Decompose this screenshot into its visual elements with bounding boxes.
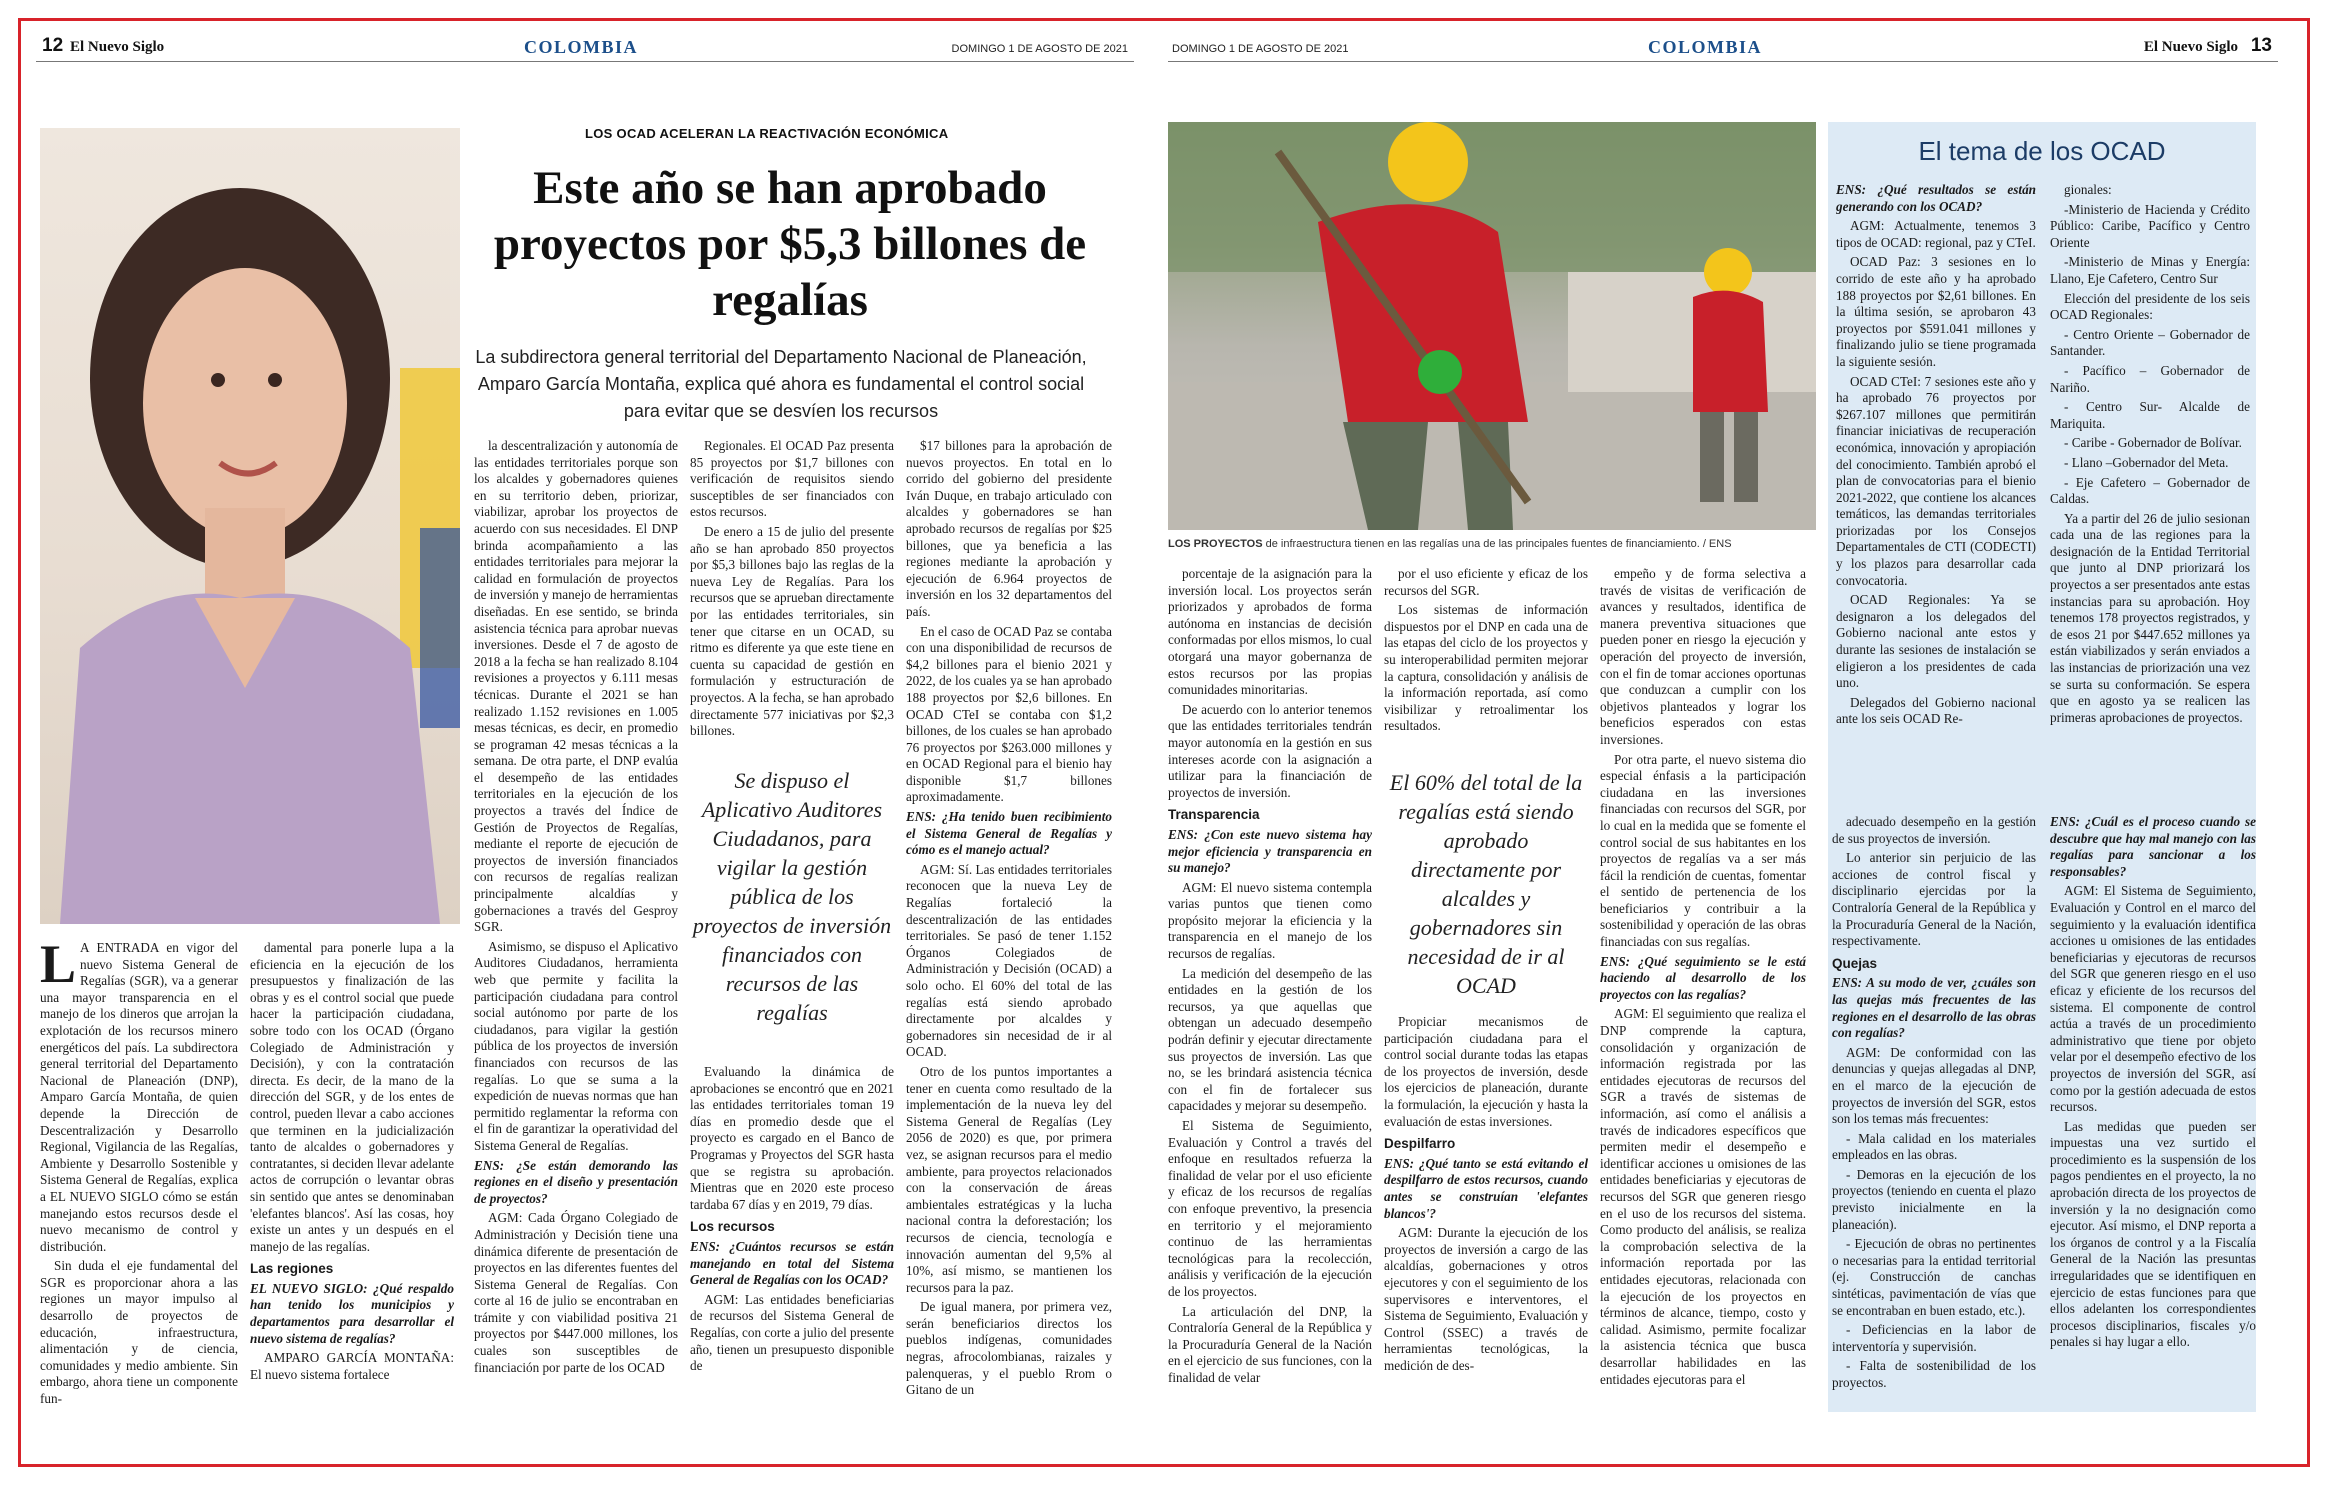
date-line: DOMINGO 1 DE AGOSTO DE 2021 [1172,43,1349,55]
paragraph: gionales: [2064,182,2112,197]
section-name: COLOMBIA [524,37,639,57]
paragraph: AGM: Actualmente, tenemos 3 tipos de OCAD: regional, paz y CTeI. [1836,218,2036,250]
column-r2b [1384,1014,1588,1420]
paragraph: OCAD CTeI: 7 sesiones este año y ha aprobado 76 proyectos por $267.107 millones que permitirán financiar iniciativas de recuperación económica, innovación y apropiación del conocimiento. También aprobó el plan de convocatorias para el bienio 2021-2022, que contiene los alcances temáticos, las demandas territoriales priorizadas por los Consejos Departamentales de CTI (CODECTI) y los plazos para desarrollar cada convocatoria. [1836,373,2036,588]
pull-quote-left: Se dispuso el Aplicativo Auditores Ciudadanos, para vigilar la gestión pública de los proyectos de inversión financiados con recursos de las regalías [692,768,892,1025]
question: ENS: ¿Ha tenido buen recibimiento el Sistema General de Regalías y cómo es el manejo actual? [906,809,1112,858]
deck: La subdirectora general territorial del Departamento Nacional de Planeación, Amparo García Montaña, explica qué ahora es fundamental el control social para evitar que se desvíen los recursos [475,347,1087,421]
paragraph: Elección del presidente de los seis OCAD Regionales: [2050,290,2250,323]
paragraph: -Ministerio de Minas y Energía: Llano, Eje Cafetero, Centro Sur [2050,254,2250,286]
caption-lead: LOS PROYECTOS [1168,538,1263,550]
question: ENS: A su modo de ver, ¿cuáles son las quejas más frecuentes de las regiones en el desarrollo de las obras con regalías? [1832,975,2036,1041]
subheading: Quejas [1832,955,1878,971]
paragraph: AGM: Cada Órgano Colegiado de Administración y Decisión tiene una dinámica diferente de presentación de proyectos en las diferentes fuentes del Sistema General de Regalías. Con corte al 16 de julio se encontraban en trámite y con viabilidad positiva 21 proyectos por $447.000 millones, los cuales son susceptibles de financiación por parte de los OCAD [474,1210,678,1375]
paragraph: AGM: El nuevo sistema contempla varias puntos que tienen como propósito mejorar la eficiencia y la transparencia en el manejo de los recursos de regalías. [1168,879,1372,962]
paragraph: La medición del desempeño de las entidades en la gestión de los recursos, ya que aquellas que obtengan un adecuado desempeño podrán definir y ejecutar directamente sus proyectos de inversión. Las que no, se les brindará asistencia técnica con el fin de fortalecer sus capacidades y mejorar su desempeño. [1168,965,1372,1114]
date-line: DOMINGO 1 DE AGOSTO DE 2021 [951,43,1128,55]
paragraph: De enero a 15 de julio del presente año se han aprobado 850 proyectos por $5,3 billones bajo las reglas de la nueva Ley de Regalías. Para los recursos que se aprueban directamente por las entidades territoriales, sin tener que citarse en un OCAD, su ritmo es diferente ya que este tiene en cuenta su capacidad de gestión en formulación y estructuración de proyectos. A la fecha, se han aprobado directamente 577 iniciativas por $2,3 billones. [690,523,894,739]
paragraph: por el uso eficiente y eficaz de los recursos del SGR. [1384,566,1588,598]
paragraph: porcentaje de la asignación para la inversión local. Los proyectos serán priorizados y aprobados de forma autónoma en instancias de decisión conformadas por ellos mismos, lo cual otorgará una mayor gobernanza de estos recursos por las propias comunidades minoritarias. [1168,566,1372,698]
paragraph: - Eje Cafetero – Gobernador de Caldas. [2050,474,2250,507]
column-4b [690,1064,894,1420]
question: ENS: ¿Cuál es el proceso cuando se descubre que hay mal manejo con las regalías para sancionar a los responsables? [2050,814,2256,879]
drop-cap: L [40,940,77,994]
subheading: Las regiones [250,1261,334,1277]
column-3 [474,438,678,1420]
subheading: Los recursos [690,1219,775,1235]
question: ENS: ¿Cuántos recursos se están manejando en total del Sistema General de Regalías con los OCAD? [690,1238,894,1288]
subheading: Despilfarro [1384,1136,1456,1152]
paragraph: OCAD Paz: 3 sesiones en lo corrido de este año y ha aprobado 188 proyectos por $2,61 billones. En la última sesión, se aprobaron 43 proyectos por $591.041 millones y finalizando julio se tiene programada la siguiente sesión. [1836,254,2036,369]
question: ENS: ¿Se están demorando las regiones en el diseño y presentación de proyectos? [474,1157,678,1206]
paragraph: AGM: Las entidades beneficiarias de recursos del Sistema General de Regalías, con corte a julio del presente año, tienen un presupuesto disponible de [690,1291,894,1374]
paragraph: - Pacífico – Gobernador de Nariño. [2050,362,2250,395]
paragraph: Asimismo, se dispuso el Aplicativo Auditores Ciudadanos, herramienta web que permite y facilita la participación ciudadana para control social autónomo por parte de los ciudadanos, para vigilar la gestión pública de los proyectos de inversión financiados con recursos de las regalías. Lo que se suma a la expedición de nuevas normas que han permitido reglamentar la reforma con el fin de garantizar la operatividad del Sistema General de Regalías. [474,938,678,1153]
paragraph: la descentralización y autonomía de las entidades territoriales porque son los alcaldes y gobernadores quienes en su territorio deben, priorizar, viabilizar, aprobar los proyectos de acuerdo con sus necesidades. El DNP brinda acompañamiento a las entidades territoriales para mejorar la calidad en formulación de proyectos de inversión y manejo de herramientas diseñadas. En ese sentido, se brinda asistencia técnica para aprobar nuevas inversiones. Desde el 7 de agosto de 2018 a la fecha se han realizado 8.104 revisiones a proyectos y 6.111 mesas técnicas. Durante el 2021 se han realizado 1.152 revisiones en 1.005 mesas técnicas, es decir, en promedio se programan 42 mesas técnicas a la semana. De otra parte, el DNP evalúa el desempeño de las entidades territoriales en la ejecución de los proyectos a través del Índice de Gestión de Proyectos de Regalías, mediante el reporte de ejecución de proyectos de inversión financiados con recursos de regalías realizan principalmente alcaldías y gobernaciones a través del Gesproy SGR. [474,438,678,935]
paragraph: - Caribe - Gobernador de Bolívar. [2064,435,2242,451]
column-2 [250,940,454,1420]
paragraph: Ya a partir del 26 de julio sesionan cada una de las regiones para la designación de la Entidad Territorial que junto al DNP priorizará los proyectos a ser presentados ante estas instancias para su aprobación. Hoy tenemos 178 proyectos registrados, y de esos 21 por $447.652 millones ya están viabilizados y serán enviados a las instancias de priorización una vez se surta su conformación. Se espera que en agosto ya se realicen las primeras aprobaciones de proyectos. [2050,510,2250,725]
paragraph: Las medidas que pueden ser impuestas una vez surtido el procedimiento es la suspensión de los pagos pendientes en el proyecto, la no aprobación directa de los proyectos de inversión y la no designación como ejecutor. Así mismo, el DNP reporta a los órganos de control y a la Fiscalía General de la Nación las presuntas irregularidades que se identifiquen en ejercicio de estas funciones para que ellos adelanten los correspondientes procesos disciplinarios, fiscales y/o penales si hay lugar a ello. [2050,1118,2256,1350]
paragraph: L A ENTRADA en vigor del nuevo Sistema General de Regalías (SGR), va a generar una mayor transparencia en el manejo de los dineros que arrojan la explotación de los recursos minero energéticos del país. La subdirectora general territorial del Departamento Nacional de Planeación (DNP), Amparo García Montaña, de quien depende la Dirección de Descentralización y Desarrollo Regional, Vigilancia de las Regalías, Ambiente y Desarrollo Sostenible y Sistema General de Regalías, explica a EL NUEVO SIGLO cómo se están manejando estos recursos desde el nuevo mecanismo de control y distribución. [40,940,238,1254]
paragraph: AGM: El Sistema de Seguimiento, Evaluación y Control en el marco del seguimiento y la evaluación identifica acciones u omisiones de las entidades beneficiarias y ejecutoras de recursos del SGR que generen riesgo en el uso eficaz y eficiente de los recursos del sistema. El componente de control actúa a través de un procedimiento administrativo que tiene por objeto velar por el desempeño efectivo de los proyectos de inversión del SGR, así como por la gestión adecuada de estos recursos. [2050,883,2256,1115]
paragraph: Propiciar mecanismos de participación ciudadana para el control social durante todas las etapas de los proyectos de inversión, desde los ejercicios de planeación, durante la formulación, la ejecución y hasta la evaluación de estas inversiones. [1384,1014,1588,1129]
paragraph: - Deficiencias en la labor de interventoría y supervisión. [1832,1322,2036,1354]
sidebar-title: El tema de los OCAD [1918,136,2166,166]
paragraph: AGM: De conformidad con las denuncias y quejas allegadas al DNP, en el marco de la ejecución de proyectos de inversión del SGR, estos son los temas más frecuentes: [1832,1044,2036,1127]
column-5 [906,438,1112,1420]
column-r4 [1832,814,2036,1420]
pull-quote-right: El 60% del total de la regalías está siendo aprobado directamente por alcaldes y gobernadores sin necesidad de ir al OCAD [1389,770,1583,998]
paragraph: - Ejecución de obras no pertinentes o necesarias para la entidad territorial (ej. Construcción de canchas sintéticas, pavimentación de vías que se encontraban en buen estado, etc.). [1832,1236,2036,1318]
paragraph: Los sistemas de información dispuestos por el DNP en cada una de las etapas del ciclo de los proyectos y su interoperabilidad permiten mejorar la captura, consolidación y análisis de la información reportada, así como visibilizar y retroalimentar los resultados. [1384,602,1588,734]
paragraph: - Llano –Gobernador del Meta. [2064,454,2229,470]
paragraph: - Falta de sostenibilidad de los proyectos. [1832,1358,2036,1390]
paragraph: AGM: El seguimiento que realiza el DNP comprende la captura, consolidación y organización de información registrada por las entidades ejecutoras de recursos del SGR a través de sistemas de información, así como el análisis a través de indicadores específicos que permiten medir el desempeño e identificar acciones u omisiones de las entidades beneficiarias y ejecutoras de recursos del SGR que generen riesgo en el uso de los recursos del sistema. Como producto del análisis, se realiza la comprobación selectiva de la información reportada por las entidades ejecutoras, relacionada con la ejecución de los proyectos en términos de alcance, tiempo, costo y calidad. Asimismo, permite focalizar la asistencia técnica que busca desarrollar habilidades en las entidades ejecutoras para el [1600,1006,1806,1387]
paragraph: AGM: Sí. Las entidades territoriales reconocen que la nueva Ley de Regalías fortaleció la descentralización de las entidades territoriales. Se pasó de tener 1.152 Órganos Colegiados de Administración y Decisión (OCAD) a solo ocho. El 60% del total de las regalías está siendo aprobado directamente por alcaldes y gobernadores sin necesidad de ir al OCAD. [906,861,1112,1060]
paragraph: $17 billones para la aprobación de nuevos proyectos. En total en lo corrido del gobierno del presidente Iván Duque, en trabajo articulado con alcaldes y gobernadores se han aprobado recursos de regalías por $25 billones, que ya beneficia a las regiones mediante la aprobación y ejecución de 6.964 proyectos de inversión en los 32 departamentos del país. [906,438,1112,619]
kicker: LOS OCAD ACELERAN LA REACTIVACIÓN ECONÓMICA [585,126,949,141]
caption-text: de infraestructura tienen en las regalías una de las principales fuentes de financiamiento. / ENS [1265,538,1732,550]
header-right [1168,28,2278,62]
section-name: COLOMBIA [1648,37,1763,57]
question: EL NUEVO SIGLO: ¿Qué respaldo han tenido los municipios y departamentos para desarrollar el nuevo sistema de regalías? [250,1280,454,1346]
question: ENS: ¿Con este nuevo sistema hay mejor eficiencia y transparencia en su manejo? [1168,826,1372,876]
paragraph: damental para ponerle lupa a la eficiencia en la ejecución de los presupuestos y finalización de las obras y es el control social que puede hacer la participación ciudadana, sobre todo con los OCAD (Órgano Colegiado de Administración y Decisión), y con la contratación directa. Es decir, de la mano de la dirección del SGR, y de los entes de control, pueden llevar a cabo acciones que terminen en la judicialización tanto de alcaldes o gobernadores y contratantes, si deciden llevar adelante actos de corrupción o levantar obras sin sentido que antes se denominaban 'elefantes blancos'. Así las cosas, hoy existe un antes y un después en el manejo de las regalías. [250,940,454,1254]
paragraph: Delegados del Gobierno nacional ante los seis OCAD Re- [1836,694,2036,727]
paragraph: De acuerdo con lo anterior tenemos que las entidades territoriales tendrán mayor autonomía en la gestión en sus intereses acorde con la asignación a utilizar para la financiación de proyectos de inversión. [1168,701,1372,800]
question: ENS: ¿Qué seguimiento se le está haciendo al desarrollo de los proyectos con las regalías? [1600,953,1806,1002]
question: ENS: ¿Qué tanto se está evitando el despilfarro de estos recursos, cuando antes se construían 'elefantes blancos'? [1384,1155,1588,1221]
column-r5 [2050,814,2256,1420]
workers-photo [1168,122,1816,530]
paragraph: AMPARO GARCÍA MONTAÑA: El nuevo sistema fortalece [250,1350,454,1382]
portrait-photo [40,128,460,924]
paragraph: - Centro Oriente – Gobernador de Santander. [2050,326,2250,359]
headline: Este año se han aprobado proyectos por $5,3 billones de regalías [493,162,1087,326]
sidebar-column-2 [2050,182,2250,806]
column-1 [40,940,238,1420]
paragraph: Sin duda el eje fundamental del SGR es proporcionar ahora a las regiones un mayor impulso al desarrollo de proyectos de educación, infraestructura, alimentación y de ciencia, comunidades y medio ambiente. Sin embargo, ahora tiene un componente fun- [40,1258,238,1407]
paragraph: empeño y de forma selectiva a través de visitas de verificación de avances y resultados, identifica de manera preventiva situaciones que pueden poner en riesgo la ejecución y operación del proyecto de inversión, con el fin de tomar acciones oportunas que conduzcan a cumplir con los objetivos planteados y lograr los beneficios esperados con estas inversiones. [1600,566,1806,747]
paragraph: Por otra parte, el nuevo sistema dio especial énfasis a la participación ciudadana en las inversiones financiadas con recursos del SGR, por lo cual en la medida que se fomente el control social de sus habitantes en los proyectos de regalías va a ser más fácil la rendición de cuentas, fomentar el sentido de pertenencia de los beneficiarios y contribuir a la sostenibilidad y operación de las obras financiadas con sus regalías. [1600,751,1806,950]
column-r3 [1600,566,1806,1420]
paragraph: - Demoras en la ejecución de los proyectos (teniendo en cuenta el plazo previsto inicialmente en la planeación). [1832,1166,2036,1232]
sidebar-column-1 [1836,182,2036,806]
paragraph: Evaluando la dinámica de aprobaciones se encontró que en 2021 las entidades territoriales toman 19 días en promedio desde que el proyecto es cargado en el Banco de Programas y Proyectos del SGR hasta que se registra su aprobación. Mientras que en 2020 este proceso tardaba 67 días y en 2019, 79 días. [690,1064,894,1212]
question: ENS: ¿Qué resultados se están generando con los OCAD? [1836,182,2036,214]
paragraph: En el caso de OCAD Paz se contaba con una disponibilidad de recursos de $4,2 billones para el bienio 2021 y 2022, de los cuales ya se han aprobado 188 proyectos por $2,6 billones. En OCAD CTeI se contaba con $1,2 billones, de los cuales se han aprobado 76 proyectos por $263.000 millones y en OCAD Regional para el bienio hay disponible $1,7 billones aproximadamente. [906,623,1112,805]
paragraph: De igual manera, por primera vez, serán beneficiarios directos los pueblos indígenas, comunidades negras, afrocolombianas, raizales y palenqueras, y el pueblo Rrom o Gitano de un [906,1299,1112,1398]
subheading: Transparencia [1168,807,1260,823]
paragraph: - Centro Sur- Alcalde de Mariquita. [2050,399,2250,431]
page-number: 13 [2250,35,2272,56]
paragraph: AGM: Durante la ejecución de los proyectos de inversión a cargo de las alcaldías, gobernaciones y otros ejecutores y con el seguimiento de los supervisores e interventores, el Sistema de Seguimiento, Evaluación y Control (SSEC) a través de herramientas tecnológicas, la medición de des- [1384,1225,1588,1373]
column-r1 [1168,566,1372,1420]
paragraph: OCAD Regionales: Ya se designaron a los delegados del Gobierno nacional ante estos y durante las sesiones de instalación se eligieron a los presidentes de cada uno. [1836,592,2036,691]
photo-caption [1168,538,1816,550]
paragraph: adecuado desempeño en la gestión de sus proyectos de inversión. [1832,814,2036,846]
paragraph: Lo anterior sin perjuicio de las acciones de control fiscal y disciplinario ejercidas por la Contraloría General de la República y la Procuraduría General de la Nación, respectivamente. [1832,850,2036,949]
paragraph: El Sistema de Seguimiento, Evaluación y Control a través del enfoque en resultados refuerza la finalidad de velar por el uso eficiente y eficaz de los recursos de regalías con enfoque preventivo, la presencia en territorio y el mejoramiento continuo de las herramientas tecnológicas para la recolección, análisis y verificación de la ejecución de los proyectos. [1168,1118,1372,1299]
paragraph: La articulación del DNP, la Contraloría General de la República y la Procuraduría General de la Nación en el ejercicio de sus funciones, con la finalidad de velar [1168,1303,1372,1385]
paragraph: Regionales. El OCAD Paz presenta 85 proyectos por $1,7 billones con verificación de requisitos siendo susceptibles de ser financiados con estos recursos. [690,438,894,520]
column-4a [690,438,894,758]
paragraph: - Mala calidad en los materiales empleados en las obras. [1832,1130,2036,1163]
paragraph: Otro de los puntos importantes a tener en cuenta como resultado de la implementación de la nueva ley del Sistema General de Regalías (Ley 2056 de 2020) es que, por primera vez, se asignan recursos para el medio ambiente, para proyectos relacionados con la conservación de áreas ambientales estratégicas y la lucha nacional contra la deforestación; los recursos de ciencia, tecnología e innovación aumentan del 9,5% al 10%, así mismo, se mantienen los recursos para la paz. [906,1063,1112,1295]
header-left [36,28,1134,62]
paragraph: -Ministerio de Hacienda y Crédito Público: Caribe, Pacífico y Centro Oriente [2050,201,2250,250]
column-r2a [1384,566,1588,756]
newspaper-name: El Nuevo Siglo [70,39,165,55]
page-number: 12 [42,35,64,56]
newspaper-name: El Nuevo Siglo [2143,39,2238,55]
